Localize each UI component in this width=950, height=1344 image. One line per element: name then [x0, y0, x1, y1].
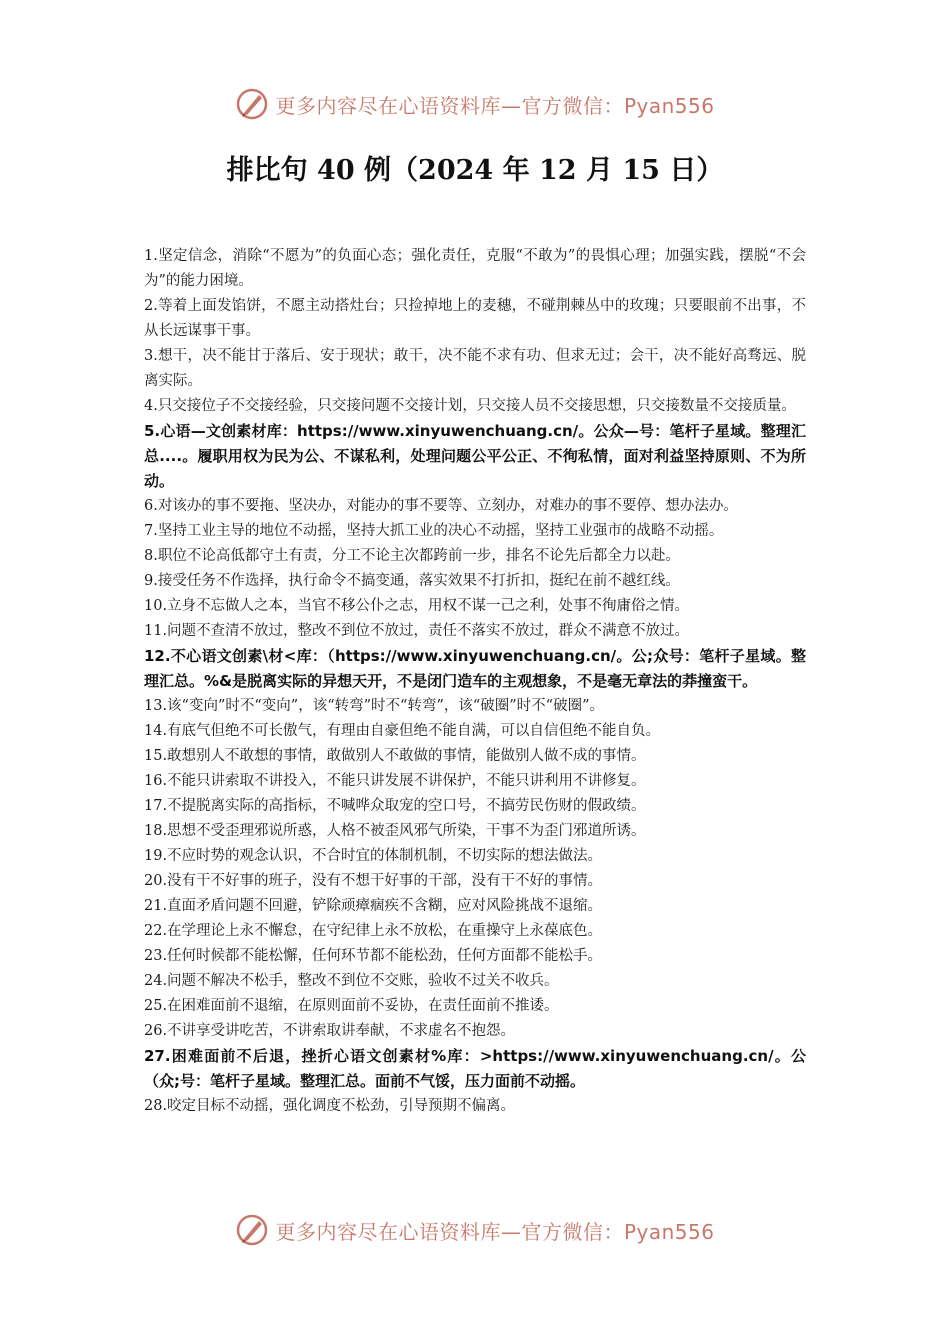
- quill-pen-icon: [235, 87, 269, 121]
- header-watermark-banner: [0, 82, 950, 126]
- list-item: 8.职位不论高低都守土有责，分工不论主次都跨前一步，排名不论先后都全力以赴。: [144, 548, 680, 564]
- quill-pen-icon: [235, 1213, 269, 1247]
- page-title: 排比句 40 例（2024 年 12 月 15 日）: [226, 155, 724, 186]
- list-item: 18.思想不受歪理邪说所惑，人格不被歪风邪气所染，干事不为歪门邪道所诱。: [144, 823, 646, 839]
- list-item: 16.不能只讲索取不讲投入，不能只讲发展不讲保护，不能只讲利用不讲修复。: [144, 773, 646, 789]
- list-item: 6.对该办的事不要拖、坚决办，对能办的事不要等、立刻办，对难办的事不要停、想办法办。: [144, 498, 738, 514]
- list-item: 23.任何时候都不能松懈，任何环节都不能松劲，任何方面都不能松手。: [144, 948, 603, 964]
- list-item: 4.只交接位子不交接经验，只交接问题不交接计划，只交接人员不交接思想，只交接数量不交接质量。: [144, 398, 796, 414]
- list-item: 22.在学理论上永不懈怠，在守纪律上永不放松，在重操守上永葆底色。: [144, 923, 603, 939]
- list-item: 2.等着上面发馅饼，不愿主动搭灶台；只捡掉地上的麦穗，不碰荆棘丛中的玫瑰；只要眼前不出事，不从长远谋事干事。: [144, 298, 806, 339]
- list-item: 24.问题不解决不松手，整改不到位不交账，验收不过关不收兵。: [144, 973, 559, 989]
- list-item: 27.困难面前不后退，挫折心语文创素材%库：>https://www.xinyuwenchuang.cn/。公（众;号：笔杆子星域。整理汇总。面前不气馁，压力面前不动摇。: [144, 1047, 806, 1090]
- list-item: 21.直面矛盾问题不回避，铲除顽瘴痼疾不含糊，应对风险挑战不退缩。: [144, 898, 603, 914]
- list-item: 25.在困难面前不退缩，在原则面前不妥协，在责任面前不推诿。: [144, 998, 559, 1014]
- list-item: 12.不心语文创素\材<库：（https://www.xinyuwenchuang.cn/。公;众号：笔杆子星域。整理汇总。%&是脱离实际的异想天开，不是闭门造车的主观想象，不是毫无章法的莽撞蛮干。: [144, 647, 806, 690]
- list-item: 1.坚定信念，消除“不愿为”的负面心态；强化责任，克服“不敢为”的畏惧心理；加强实践，摆脱“不会为”的能力困境。: [144, 248, 806, 289]
- list-item: 11.问题不查清不放过，整改不到位不放过，责任不落实不放过，群众不满意不放过。: [144, 623, 690, 639]
- list-item: 13.该“变向”时不“变向”，该“转弯”时不“转弯”，该“破圈”时不“破圈”。: [144, 698, 605, 714]
- list-item: 3.想干，决不能甘于落后、安于现状；敢干，决不能不求有功、但求无过；会干，决不能好高骛远、脱离实际。: [144, 348, 806, 389]
- watermark-text: 更多内容尽在心语资料库—官方微信：Pyan556: [275, 93, 715, 118]
- list-item: 9.接受任务不作选择，执行命令不搞变通，落实效果不打折扣，挺纪在前不越红线。: [144, 573, 680, 589]
- footer-watermark-banner: [0, 1208, 950, 1252]
- list-item: 17.不提脱离实际的高指标，不喊哗众取宠的空口号，不搞劳民伤财的假政绩。: [144, 798, 646, 814]
- list-item: 14.有底气但绝不可长傲气，有理由自豪但绝不能自满，可以自信但绝不能自负。: [144, 723, 661, 739]
- watermark-text: 更多内容尽在心语资料库—官方微信：Pyan556: [275, 1219, 715, 1244]
- list-item: 5.心语—文创素材库：https://www.xinyuwenchuang.cn/。公众—号：笔杆子星域。整理汇总....。履职用权为民为公、不谋私利，处理问题公平公正、不徇私情，面对利益坚持原则、不为所动。: [144, 422, 806, 490]
- list-item: 15.敢想别人不敢想的事情，敢做别人不敢做的事情，能做别人做不成的事情。: [144, 748, 646, 764]
- list-item: 7.坚持工业主导的地位不动摇，坚持大抓工业的决心不动摇，坚持工业强市的战略不动摇。: [144, 523, 724, 539]
- list-item: 28.咬定目标不动摇，强化调度不松劲，引导预期不偏离。: [144, 1098, 516, 1114]
- list-item: 10.立身不忘做人之本，当官不移公仆之志，用权不谋一己之利，处事不徇庸俗之情。: [144, 598, 690, 614]
- list-item: 26.不讲享受讲吃苦，不讲索取讲奉献，不求虚名不抱怨。: [144, 1023, 516, 1039]
- list-item: 19.不应时势的观念认识，不合时宜的体制机制，不切实际的想法做法。: [144, 848, 603, 864]
- list-item: 20.没有干不好事的班子，没有不想干好事的干部，没有干不好的事情。: [144, 873, 603, 889]
- document-body: [144, 244, 806, 1119]
